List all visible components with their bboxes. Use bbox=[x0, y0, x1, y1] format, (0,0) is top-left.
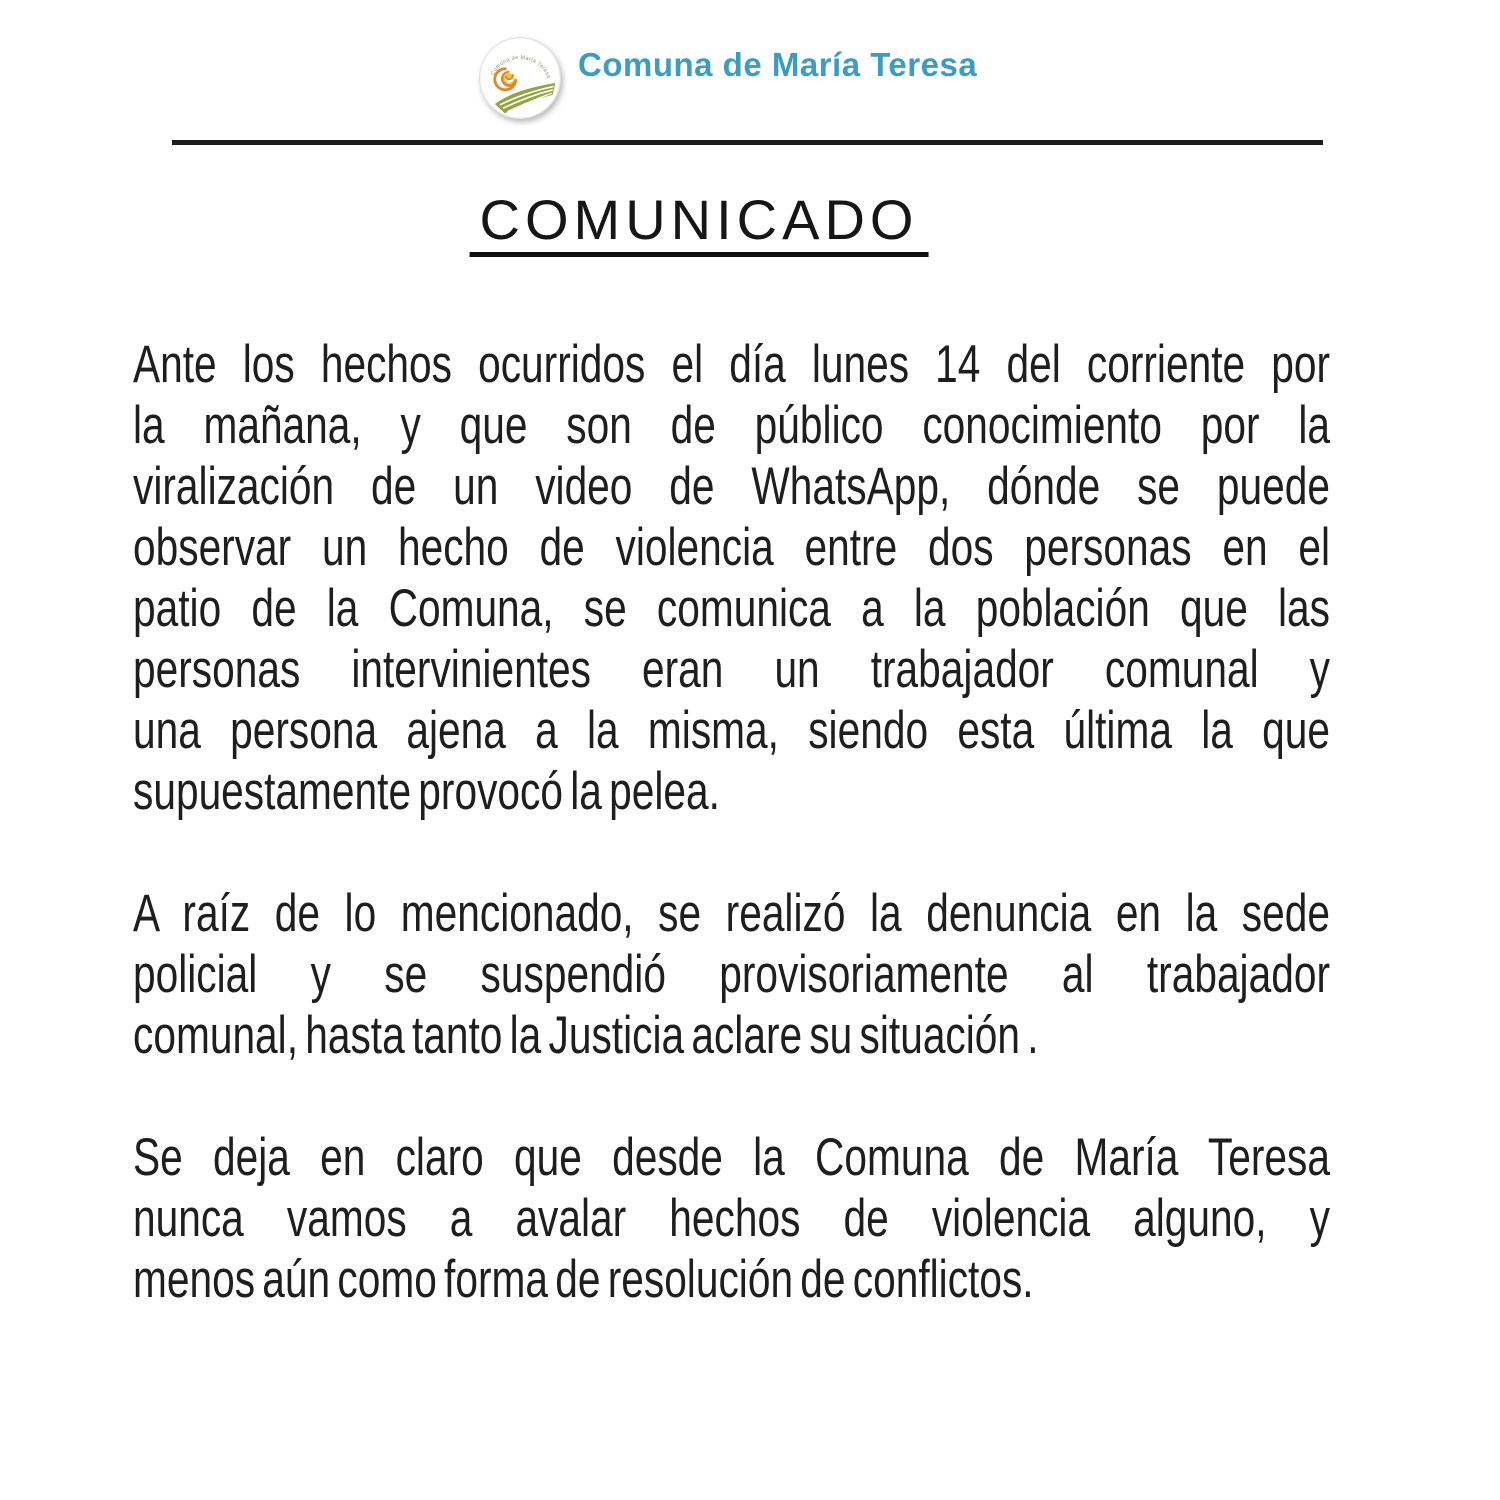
paragraph bbox=[133, 883, 1330, 1066]
text-line: comunal, hasta tanto la Justicia aclare su situación . bbox=[133, 1006, 1039, 1065]
comuna-logo-icon bbox=[478, 36, 562, 120]
text-line: nunca vamos a avalar hechos de violencia alguno, y bbox=[133, 1189, 1330, 1248]
text-line: observar un hecho de violencia entre dos personas en el bbox=[133, 518, 1330, 577]
text-line: A raíz de lo mencionado, se realizó la denuncia en la sede bbox=[133, 884, 1330, 943]
text-line: supuestamente provocó la pelea. bbox=[133, 762, 720, 821]
communique-body bbox=[133, 334, 1330, 1371]
text-line: una persona ajena a la misma, siendo esta última la que bbox=[133, 701, 1330, 760]
paragraph bbox=[133, 1127, 1330, 1310]
text-line: menos aún como forma de resolución de conflictos. bbox=[133, 1250, 1034, 1309]
text-line: Se deja en claro que desde la Comuna de María Teresa bbox=[133, 1128, 1330, 1187]
paragraph bbox=[133, 334, 1330, 822]
text-line: personas intervinientes eran un trabajador comunal y bbox=[133, 640, 1330, 699]
logo-arc-text: Comuna de María Teresa bbox=[490, 54, 552, 80]
text-line: patio de la Comuna, se comunica a la población que las bbox=[133, 579, 1330, 638]
page-title: COMUNICADO bbox=[470, 192, 929, 257]
text-line: Ante los hechos ocurridos el día lunes 14 del corriente por bbox=[133, 335, 1330, 394]
text-line: la mañana, y que son de público conocimiento por la bbox=[133, 396, 1330, 455]
text-line: viralización de un video de WhatsApp, dónde se puede bbox=[133, 457, 1330, 516]
brand-name: Comuna de María Teresa bbox=[578, 46, 978, 83]
header-divider bbox=[172, 140, 1323, 145]
text-line: policial y se suspendió provisoriamente al trabajador bbox=[133, 945, 1330, 1004]
